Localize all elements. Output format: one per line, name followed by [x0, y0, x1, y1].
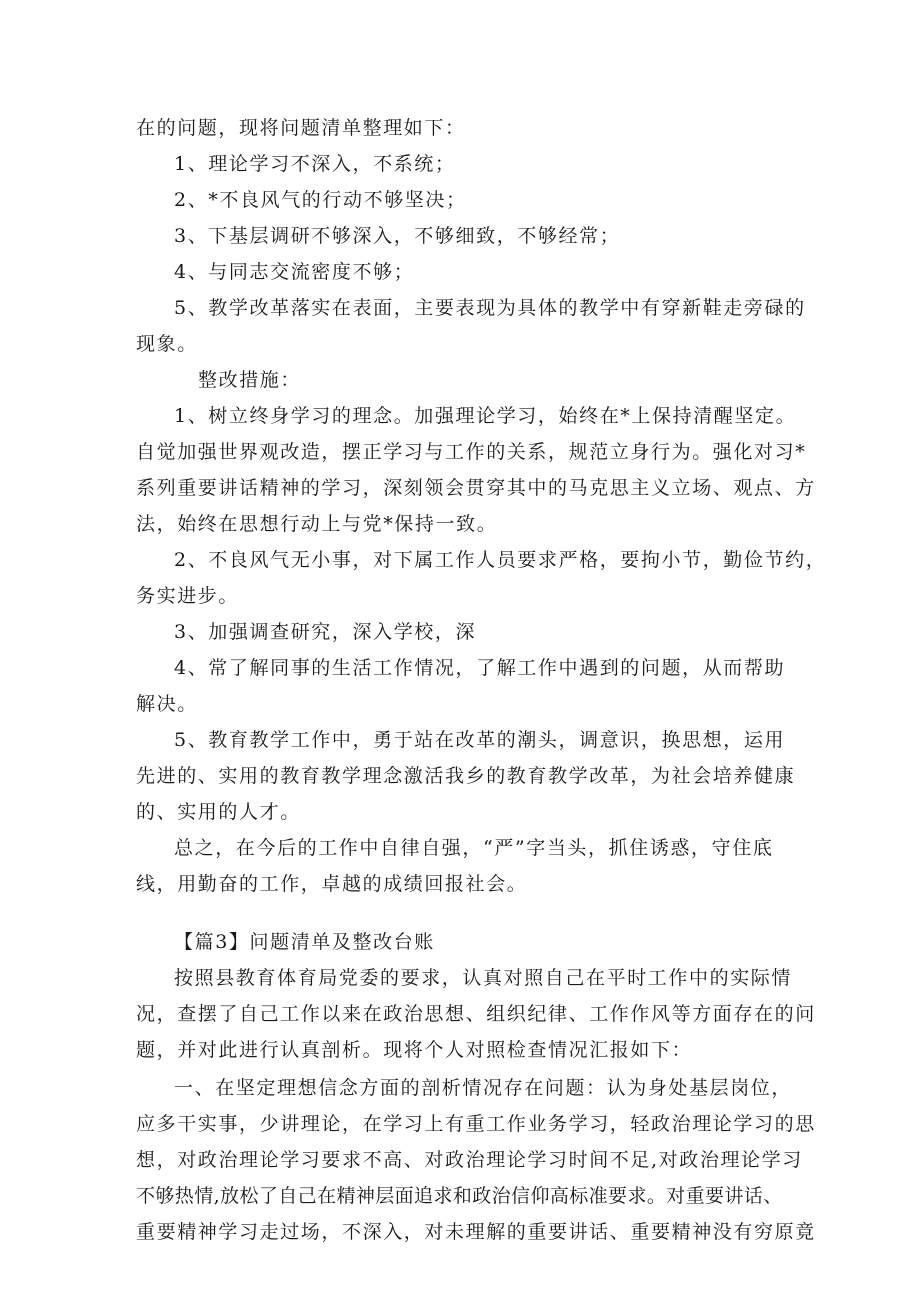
- document-line: 按照县教育体育局党委的要求，认真对照自己在平时工作中的实际情: [174, 967, 793, 989]
- document-line: 系列重要讲话精神的学习，深刻领会贯穿其中的马克思主义立场、观点、方: [136, 477, 816, 499]
- document-line: 的、实用的人才。: [136, 801, 301, 823]
- document-line: 线，用勤奋的工作，卓越的成绩回报社会。: [136, 873, 528, 895]
- document-line: 自觉加强世界观改造，摆正学习与工作的关系，规范立身行为。强化对习*: [136, 441, 807, 463]
- document-line: 1、理论学习不深入，不系统；: [174, 153, 456, 175]
- document-line: 一、在坚定理想信念方面的剖析情况存在问题：认为身处基层岗位，: [174, 1077, 793, 1099]
- document-line: 3、下基层调研不够深入，不够细致，不够经常；: [174, 225, 621, 247]
- document-line: 1、树立终身学习的理念。加强理论学习，始终在*上保持清醒坚定。: [174, 405, 797, 427]
- document-line: 不够热情,放松了自己在精神层面追求和政治信仰高标准要求。对重要讲话、: [136, 1185, 783, 1207]
- document-line: 5、教育教学工作中，勇于站在改革的潮头，调意识，换思想，运用: [174, 729, 786, 751]
- document-line: 整改措施：: [198, 369, 302, 391]
- document-line: 先进的、实用的教育教学理念激活我乡的教育教学改革，为社会培养健康: [136, 765, 796, 787]
- document-line: 总之，在今后的工作中自律自强，“严”字当头，抓住诱惑，守住底: [174, 837, 774, 859]
- document-line: 4、与同志交流密度不够；: [174, 261, 415, 283]
- document-line: 法，始终在思想行动上与党*保持一致。: [136, 513, 498, 535]
- document-line: 2、不良风气无小事，对下属工作人员要求严格，要拘小节，勤俭节约，: [174, 549, 827, 571]
- section-heading: 【篇3】问题清单及整改台账: [174, 931, 435, 953]
- document-line: 5、教学改革落实在表面，主要表现为具体的教学中有穿新鞋走旁碌的: [174, 297, 806, 319]
- document-line: 想，对政治理论学习要求不高、对政治理论学习时间不足,对政治理论学习: [136, 1149, 803, 1171]
- document-line: 题，并对此进行认真剖析。现将个人对照检查情况汇报如下：: [136, 1039, 693, 1061]
- document-line: 应多干实事，少讲理论，在学习上有重工作业务学习，轻政治理论学习的思: [136, 1113, 816, 1135]
- document-line: 4、常了解同事的生活工作情况，了解工作中遇到的问题，从而帮助: [174, 657, 786, 679]
- document-line: 务实进步。: [136, 585, 240, 607]
- document-line: 2、*不良风气的行动不够坚决；: [174, 189, 467, 211]
- document-line: 现象。: [136, 333, 198, 355]
- document-line: 重要精神学习走过场，不深入，对未理解的重要讲话、重要精神没有穷原竟: [136, 1221, 816, 1243]
- document-line: 3、加强调查研究，深入学校，深: [174, 621, 477, 643]
- document-line: 在的问题，现将问题清单整理如下：: [136, 117, 466, 139]
- document-line: 解决。: [136, 693, 198, 715]
- document-line: 况，查摆了自己工作以来在政治思想、组织纪律、工作作风等方面存在的问: [136, 1003, 816, 1025]
